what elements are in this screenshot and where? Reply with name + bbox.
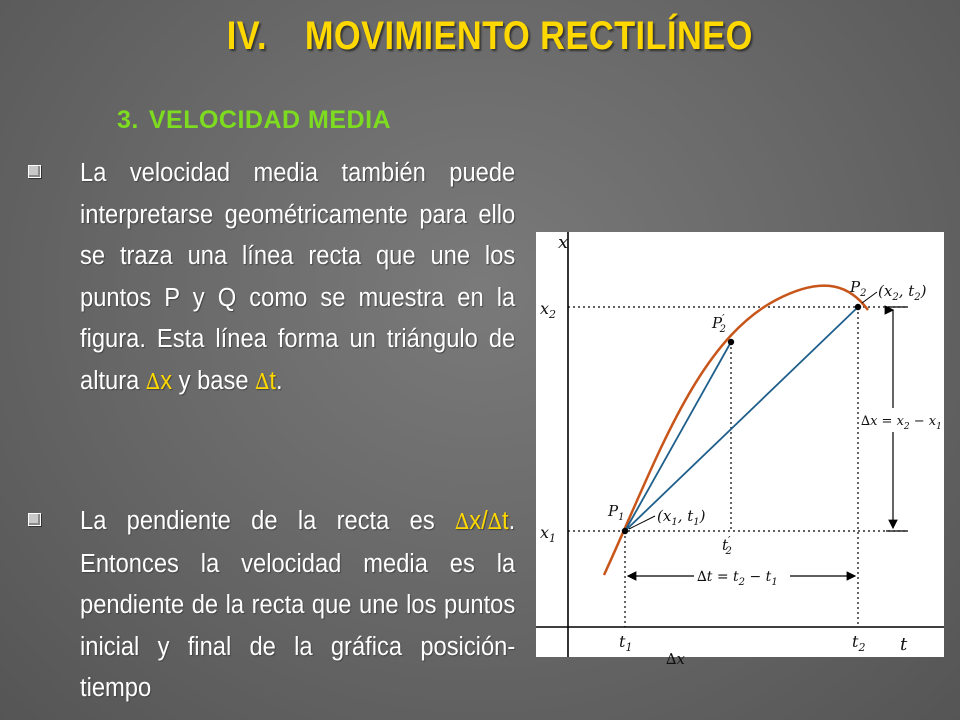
- square-bullet-icon: [28, 165, 41, 178]
- point-p2-prime: [728, 339, 734, 345]
- subtitle-number: 3.: [117, 106, 139, 134]
- highlight-x-over: x/: [469, 507, 488, 535]
- position-time-graph: [536, 232, 944, 668]
- y-axis-label: x: [558, 232, 569, 253]
- delta-symbol: ∆: [145, 369, 161, 395]
- title-number: IV.: [226, 14, 267, 58]
- bullet-2-part-2: . Entonces la velocidad media es la pendiente de la recta que une los puntos inicial y final de la gráfica posición-tiempo: [80, 507, 516, 702]
- p2-coords-label: ($x_2$, $t_2$): [878, 282, 927, 303]
- delta-symbol: ∆: [454, 510, 470, 535]
- point-p1: [622, 528, 628, 534]
- title-text: MOVIMIENTO RECTILÍNEO: [304, 14, 753, 58]
- section-subtitle: [117, 106, 391, 135]
- x-axis-label: t: [900, 634, 908, 655]
- bullet-1-part-1: La velocidad media también puede interpretarse geométricamente para ello se traza una línea recta que une los puntos P y Q como se muestra en la figura. Esta línea forma un triángulo de altura: [80, 159, 516, 395]
- delta-t-label: $\Delta t = t_2 - t_1$: [697, 569, 778, 588]
- slide-title: [77, 14, 903, 59]
- x-tick-t2: $t_2$: [852, 632, 866, 654]
- subtitle-text: VELOCIDAD MEDIA: [148, 106, 392, 134]
- point-p2: [855, 304, 861, 310]
- highlight-t: t: [269, 366, 277, 395]
- bullet-item-1: [28, 153, 516, 403]
- bullet-1-part-2: y base: [172, 366, 256, 395]
- bullet-item-2: [28, 501, 516, 710]
- bullet-2-part-1: La pendiente de la recta es: [80, 507, 455, 535]
- bottom-cut-label: ∆x: [666, 650, 685, 668]
- delta-symbol: ∆: [487, 510, 503, 535]
- p1-label: $P_1$: [608, 502, 625, 523]
- highlight-x: x: [160, 366, 173, 395]
- t2-prime-label: t′ 2: [722, 534, 732, 557]
- p1-coords-label: ($x_1$, $t_1$): [657, 507, 706, 528]
- y-tick-x2: $x_2$: [540, 299, 557, 321]
- delta-symbol: ∆: [255, 369, 270, 395]
- y-tick-x1: $x_1$: [540, 523, 557, 545]
- x-tick-t1: $t_1$: [619, 632, 633, 654]
- secant-p1-p2-prime: [625, 342, 731, 531]
- square-bullet-icon: [28, 513, 41, 526]
- bullet-1-part-3: .: [276, 366, 283, 395]
- p2-prime-label: P′ 2: [712, 312, 726, 335]
- highlight-t: t: [502, 507, 509, 535]
- delta-x-label: $\Delta x = x_2 - x_1$: [861, 414, 942, 432]
- bullet-1-text: [80, 153, 515, 403]
- p2-label: $P_2$: [850, 278, 867, 299]
- bullet-2-text: [80, 501, 515, 710]
- secant-p1-p2: [625, 307, 858, 531]
- graph-svg: [536, 232, 944, 668]
